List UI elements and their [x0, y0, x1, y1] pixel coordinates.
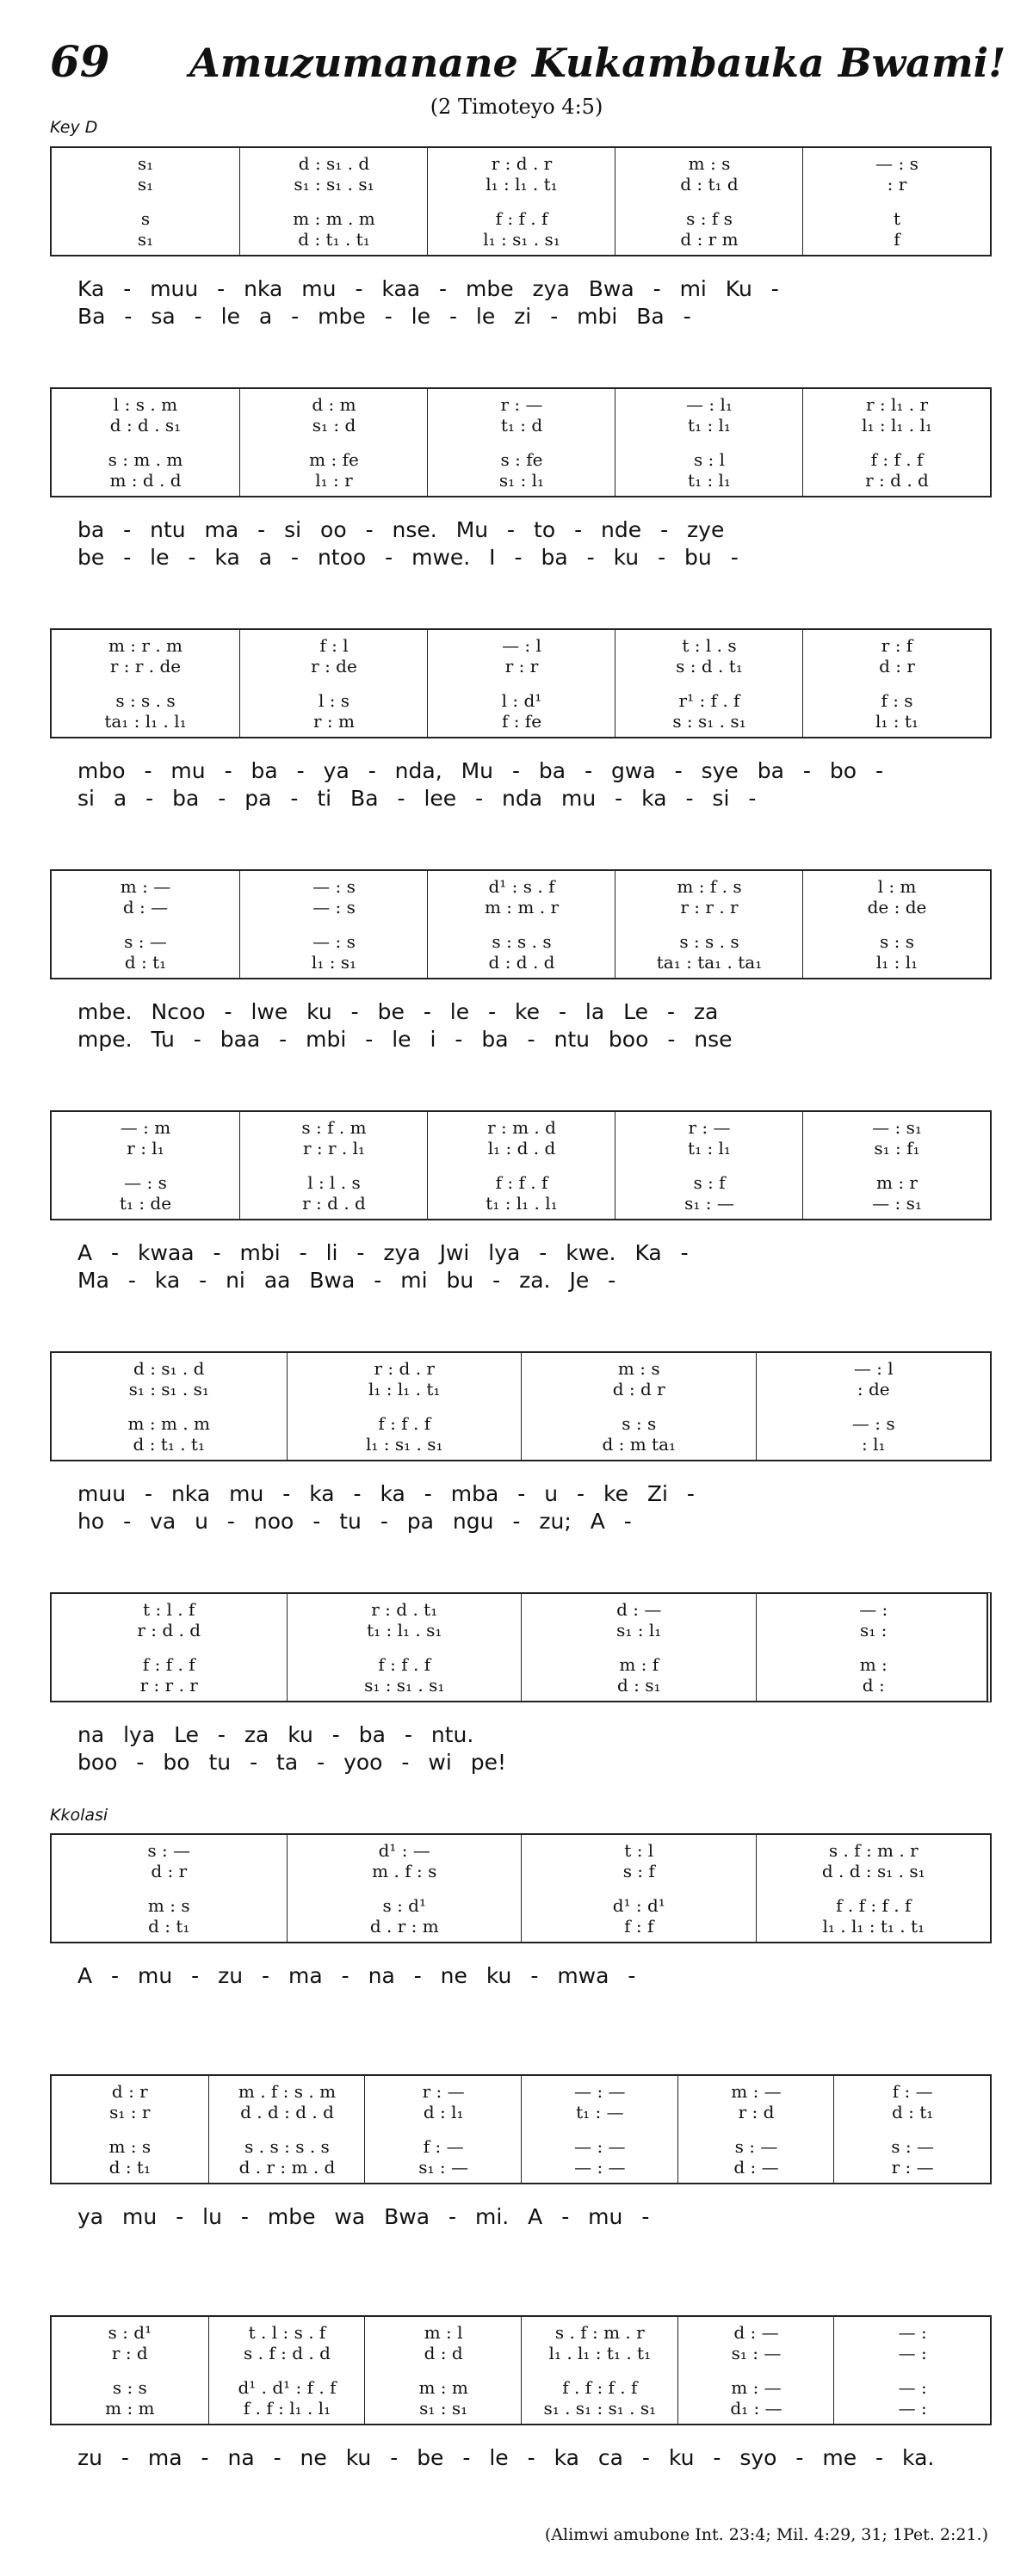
notation-row: d : t₁ d: [680, 174, 739, 195]
lyric-line: A - kwaa - mbi - li - zya Jwi lya - kwe. Ka -: [77, 1240, 689, 1265]
notation-row: — : l: [502, 635, 541, 656]
notation-row: s₁ : —: [731, 2343, 782, 2363]
scripture-reference: (2 Timoteyo 4:5): [430, 95, 603, 119]
notation-row: d : —: [733, 2322, 779, 2343]
notation-row: d¹ . d¹ : f . f: [238, 2377, 337, 2398]
notation-row: f : fe: [501, 711, 542, 732]
lyric-line: be - le - ka a - ntoo - mwe. I - ba - ku - bu -: [77, 545, 739, 570]
notation-row: f : f . f: [378, 1654, 431, 1675]
measure: [802, 630, 991, 737]
score-system: [50, 2074, 992, 2184]
notation-row: ta₁ : l₁ . l₁: [104, 711, 187, 732]
notation-row: f : —: [892, 2081, 933, 2102]
notation-row: — : s₁: [872, 1117, 922, 1138]
lyric-line: A - mu - zu - ma - na - ne ku - mwa -: [77, 1963, 636, 1988]
notation-row: s₁ : s₁ . s₁: [128, 1379, 209, 1399]
notation-row: l₁ : s₁: [311, 952, 357, 973]
score-system: [50, 1833, 992, 1943]
notation-row: r : d: [738, 2102, 775, 2122]
notation-row: r : r . r: [680, 897, 739, 917]
measure: [52, 630, 239, 737]
notation-row: m . f : s . m: [238, 2081, 337, 2102]
notation-row: r : r . l₁: [302, 1138, 366, 1158]
notation-row: — : —: [574, 2136, 626, 2157]
notation-row: f . f : f . f: [836, 1895, 912, 1916]
notation-row: d : t₁: [108, 2157, 151, 2178]
notation-row: t₁ : l₁ . l₁: [486, 1193, 558, 1214]
notation-row: m : —: [731, 2377, 782, 2398]
notation-row: r : —: [422, 2081, 465, 2102]
notation-row: d : t₁: [148, 1916, 190, 1937]
notation-row: l₁ : l₁ . l₁: [862, 415, 932, 436]
notation-row: m : l: [424, 2322, 463, 2343]
notation-row: s₁ : s₁ . s₁: [294, 174, 374, 195]
notation-row: d : t₁: [124, 952, 167, 973]
measure: [52, 1353, 287, 1460]
notation-row: m : d . d: [109, 470, 182, 491]
notation-row: t : l . f: [143, 1599, 195, 1620]
notation-row: s₁ :: [860, 1620, 888, 1640]
notation-row: ta₁ : ta₁ . ta₁: [656, 952, 763, 973]
chorus-label: Kkolasi: [50, 1806, 108, 1825]
notation-row: s : —: [124, 931, 167, 952]
measure: [833, 2317, 991, 2424]
notation-row: s : s . s: [115, 690, 176, 711]
notation-row: s : —: [734, 2136, 778, 2157]
notation-row: s₁: [137, 229, 154, 250]
notation-row: t₁ : de: [119, 1193, 172, 1214]
notation-row: s : s₁ . s₁: [672, 711, 746, 732]
notation-row: d : d: [424, 2343, 463, 2363]
measure: [52, 148, 239, 255]
notation-row: — :: [898, 2377, 927, 2398]
notation-row: f . f : l₁ . l₁: [243, 2398, 331, 2418]
notation-row: r : —: [891, 2157, 934, 2178]
notation-row: r : d . t₁: [371, 1599, 438, 1620]
notation-row: l : d¹: [501, 690, 542, 711]
notation-row: d . d : d . d: [240, 2102, 334, 2122]
notation-row: m : m . r: [484, 897, 559, 917]
score-system: [50, 1592, 992, 1702]
measure: [52, 1835, 287, 1942]
score-system: [50, 146, 992, 256]
notation-row: s₁ : l₁: [498, 470, 545, 491]
notation-row: — : s: [312, 931, 356, 952]
notation-row: m : f . s: [677, 876, 742, 897]
measure: [427, 1112, 615, 1219]
notation-row: t₁ : l₁ . s₁: [367, 1620, 442, 1640]
notation-row: d : —: [733, 2157, 779, 2178]
notation-row: r : d . r: [491, 153, 553, 174]
notation-row: — : s: [312, 876, 356, 897]
notation-row: s : s: [880, 931, 914, 952]
notation-row: t: [893, 208, 901, 229]
notation-row: — : s: [875, 153, 919, 174]
notation-row: s₁: [137, 153, 154, 174]
score-system: [50, 1351, 992, 1461]
notation-row: s : d¹: [382, 1895, 427, 1916]
notation-row: — : —: [574, 2081, 626, 2102]
notation-row: l₁ : r: [315, 470, 353, 491]
measure: [52, 1594, 287, 1701]
notation-row: s₁ : f₁: [874, 1138, 920, 1158]
notation-row: l : l . s: [307, 1172, 361, 1193]
measure: [802, 1112, 991, 1219]
score-system: [50, 869, 992, 979]
notation-row: l₁ : t₁: [875, 711, 919, 732]
notation-row: l : s: [318, 690, 350, 711]
hymn-number: 69: [50, 36, 110, 87]
notation-row: r : l₁: [127, 1138, 164, 1158]
notation-row: m : m . m: [127, 1413, 210, 1434]
notation-row: — :: [898, 2398, 927, 2418]
notation-row: d¹ : s . f: [488, 876, 555, 897]
notation-row: — : s: [851, 1413, 895, 1434]
notation-row: s : —: [147, 1840, 191, 1861]
notation-row: s . f : m . r: [554, 2322, 645, 2343]
notation-row: r : f: [881, 635, 913, 656]
measure: [239, 871, 428, 978]
notation-row: s : f: [622, 1861, 655, 1881]
notation-row: — :: [859, 1599, 888, 1620]
notation-row: l : s . m: [113, 394, 178, 415]
notation-row: t₁ : —: [576, 2102, 624, 2122]
notation-row: d : —: [122, 897, 169, 917]
lyric-line: mpe. Tu - baa - mbi - le i - ba - ntu boo - nse: [77, 1027, 733, 1052]
measure: [615, 389, 803, 496]
notation-row: r : d . d: [137, 1620, 201, 1640]
notation-row: de : de: [867, 897, 927, 917]
notation-row: r : d: [111, 2343, 148, 2363]
notation-row: m :: [859, 1654, 888, 1675]
notation-row: m : s: [108, 2136, 152, 2157]
notation-row: s . s : s . s: [244, 2136, 330, 2157]
notation-row: l₁ : l₁ . t₁: [368, 1379, 441, 1399]
notation-row: d : m ta₁: [602, 1434, 677, 1455]
notation-row: l₁ : s₁ . s₁: [365, 1434, 443, 1455]
measure: [615, 871, 803, 978]
notation-row: m : s: [147, 1895, 190, 1916]
measure: [208, 2317, 366, 2424]
notation-row: t₁ : l₁: [688, 415, 731, 436]
measure: [615, 1112, 803, 1219]
measure: [239, 389, 428, 496]
notation-row: — :: [898, 2322, 927, 2343]
notation-row: s₁ : l₁: [616, 1620, 662, 1640]
notation-row: f : f: [624, 1916, 654, 1937]
measure: [287, 1835, 523, 1942]
measure: [677, 2076, 835, 2183]
notation-row: t₁ : l₁: [688, 1138, 731, 1158]
notation-row: m : —: [120, 876, 171, 897]
notation-row: r : r: [504, 656, 539, 676]
measure: [521, 1835, 757, 1942]
notation-row: t₁ : l₁: [688, 470, 731, 491]
notation-row: — : l: [853, 1358, 894, 1379]
notation-row: s₁ : r: [109, 2102, 151, 2122]
measure: [52, 871, 239, 978]
notation-row: — : s₁: [872, 1193, 922, 1214]
footnote: (Alimwi amubone Int. 23:4; Mil. 4:29, 31; 1Pet. 2:21.): [544, 2525, 988, 2544]
lyric-line: zu - ma - na - ne ku - be - le - ka ca - ku - syo - me - ka.: [77, 2445, 935, 2470]
notation-row: d : r: [111, 2081, 148, 2102]
notation-row: l₁ : s₁ . s₁: [483, 229, 560, 250]
notation-row: r : d . d: [302, 1193, 366, 1214]
notation-row: d : d . s₁: [109, 415, 182, 436]
notation-row: f . f : f . f: [562, 2377, 638, 2398]
notation-row: s . f : d . d: [244, 2343, 331, 2363]
measure: [615, 148, 803, 255]
notation-row: r : r . de: [109, 656, 182, 676]
notation-row: f : —: [423, 2136, 464, 2157]
lyric-line: si a - ba - pa - ti Ba - lee - nda mu - ka - si -: [77, 786, 757, 811]
notation-row: r¹ : f . f: [678, 690, 740, 711]
notation-row: : de: [857, 1379, 890, 1399]
notation-row: r : —: [688, 1117, 731, 1138]
notation-row: s: [140, 208, 151, 229]
notation-row: s : d¹: [108, 2322, 152, 2343]
measure: [756, 1594, 992, 1701]
notation-row: d : d . d: [488, 952, 555, 973]
measure: [364, 2317, 522, 2424]
notation-row: s : s . s: [492, 931, 552, 952]
measure: [802, 871, 991, 978]
lyric-line: ho - va u - noo - tu - pa ngu - zu; A -: [77, 1509, 632, 1534]
notation-row: s : s: [622, 1413, 657, 1434]
notation-row: s : f s: [686, 208, 733, 229]
score-system: [50, 2315, 992, 2425]
measure: [239, 630, 428, 737]
notation-row: t : l: [624, 1840, 654, 1861]
notation-row: d₁ : —: [730, 2398, 782, 2418]
notation-row: d : r: [151, 1861, 188, 1881]
measure: [427, 630, 615, 737]
notation-row: s : m . m: [108, 449, 183, 470]
notation-row: m : m: [418, 2377, 468, 2398]
measure: [756, 1835, 992, 1942]
lyric-line: ya mu - lu - mbe wa Bwa - mi. A - mu -: [77, 2204, 650, 2229]
notation-row: s : s: [112, 2377, 147, 2398]
notation-row: m : r: [876, 1172, 918, 1193]
measure: [52, 2317, 208, 2424]
notation-row: t . l : s . f: [248, 2322, 326, 2343]
measure: [521, 2317, 678, 2424]
measure: [52, 2076, 208, 2183]
notation-row: f : f . f: [378, 1413, 431, 1434]
notation-row: m : —: [731, 2081, 782, 2102]
notation-row: m : f: [619, 1654, 659, 1675]
notation-row: s₁ : s₁ . s₁: [364, 1675, 445, 1696]
notation-row: r : d . r: [374, 1358, 435, 1379]
notation-row: d . d : s₁ . s₁: [821, 1861, 925, 1881]
lyric-line: mbe. Ncoo - lwe ku - be - le - ke - la Le - za: [77, 999, 719, 1024]
score-system: [50, 628, 992, 738]
measure: [52, 1112, 239, 1219]
notation-row: l₁ . l₁ : t₁ . t₁: [822, 1916, 925, 1937]
measure: [239, 148, 428, 255]
notation-row: m . f : s: [372, 1861, 437, 1881]
lyric-line: boo - bo tu - ta - yoo - wi pe!: [77, 1750, 506, 1775]
notation-row: d : r: [879, 656, 915, 676]
measure: [52, 389, 239, 496]
notation-row: l₁ : l₁ . t₁: [486, 174, 558, 195]
measure: [427, 389, 615, 496]
notation-row: t : l . s: [682, 635, 737, 656]
notation-row: d : —: [616, 1599, 662, 1620]
notation-row: — : —: [574, 2157, 626, 2178]
notation-row: m : m: [105, 2398, 155, 2418]
measure: [208, 2076, 366, 2183]
notation-row: s : —: [891, 2136, 935, 2157]
notation-row: d : l₁: [423, 2102, 464, 2122]
notation-row: l₁ . l₁ : t₁ . t₁: [548, 2343, 652, 2363]
notation-row: s : l: [693, 449, 726, 470]
notation-row: s : f: [693, 1172, 726, 1193]
notation-row: — : m: [120, 1117, 171, 1138]
notation-row: r : de: [311, 656, 357, 676]
key-signature: Key D: [50, 118, 98, 137]
notation-row: f : f . f: [870, 449, 924, 470]
notation-row: m : s: [617, 1358, 660, 1379]
notation-row: d : r m: [680, 229, 739, 250]
measure: [287, 1353, 523, 1460]
measure: [364, 2076, 522, 2183]
measure: [677, 2317, 835, 2424]
notation-row: f : f . f: [495, 208, 548, 229]
notation-row: s : s . s: [679, 931, 739, 952]
lyric-line: Ma - ka - ni aa Bwa - mi bu - za. Je -: [77, 1268, 616, 1293]
notation-row: r : —: [500, 394, 543, 415]
lyric-line: na lya Le - za ku - ba - ntu.: [77, 1722, 474, 1747]
lyric-line: Ba - sa - le a - mbe - le - le zi - mbi Ba -: [77, 304, 691, 329]
lyric-line: Ka - muu - nka mu - kaa - mbe zya Bwa - mi Ku -: [77, 276, 779, 301]
notation-row: s₁ : —: [684, 1193, 734, 1214]
notation-row: d : s₁ . d: [133, 1358, 205, 1379]
lyric-line: muu - nka mu - ka - ka - mba - u - ke Zi -: [77, 1481, 695, 1506]
notation-row: : l₁: [861, 1434, 886, 1455]
notation-row: m : r . m: [108, 635, 182, 656]
notation-row: s : f . m: [301, 1117, 367, 1138]
notation-row: d : m: [312, 394, 356, 415]
notation-row: s₁ : s₁: [419, 2398, 468, 2418]
notation-row: d : t₁ . t₁: [298, 229, 370, 250]
notation-row: — :: [898, 2343, 927, 2363]
notation-row: d :: [862, 1675, 885, 1696]
measure: [521, 1594, 757, 1701]
measure: [427, 148, 615, 255]
notation-row: f : l: [319, 635, 349, 656]
measure: [239, 1112, 428, 1219]
measure: [521, 2076, 678, 2183]
notation-row: — : s: [124, 1172, 167, 1193]
notation-row: — : l₁: [686, 394, 733, 415]
notation-row: f : f . f: [142, 1654, 195, 1675]
notation-row: r : m . d: [487, 1117, 556, 1138]
lyric-line: mbo - mu - ba - ya - nda, Mu - ba - gwa - sye ba - bo -: [77, 758, 883, 783]
notation-row: d : s₁: [616, 1675, 661, 1696]
score-system: [50, 387, 992, 497]
notation-row: s : d . t₁: [676, 656, 743, 676]
notation-row: d : s₁ . d: [298, 153, 370, 174]
notation-row: s₁ . s₁ : s₁ . s₁: [543, 2398, 657, 2418]
notation-row: d : t₁: [892, 2102, 934, 2122]
measure: [427, 871, 615, 978]
notation-row: s₁: [137, 174, 154, 195]
notation-row: : r: [887, 174, 907, 195]
lyric-line: ba - ntu ma - si oo - nse. Mu - to - nde - zye: [77, 517, 725, 542]
notation-row: d¹ : —: [378, 1840, 430, 1861]
measure: [615, 630, 803, 737]
notation-row: s : fe: [500, 449, 543, 470]
notation-row: s₁ : d: [312, 415, 356, 436]
notation-row: d¹ : d¹: [612, 1895, 665, 1916]
notation-row: t₁ : d: [500, 415, 543, 436]
measure: [756, 1353, 992, 1460]
notation-row: d . r : m: [369, 1916, 439, 1937]
measure: [802, 148, 991, 255]
measure: [833, 2076, 991, 2183]
notation-row: d . r : m . d: [238, 2157, 336, 2178]
measure: [802, 389, 991, 496]
notation-row: s₁ : —: [418, 2157, 469, 2178]
notation-row: l : m: [877, 876, 917, 897]
notation-row: m : s: [688, 153, 731, 174]
measure: [287, 1594, 523, 1701]
score-system: [50, 1110, 992, 1220]
notation-row: m : fe: [309, 449, 359, 470]
notation-row: f : s: [881, 690, 913, 711]
notation-row: r : d . d: [865, 470, 929, 491]
notation-row: d : t₁ . t₁: [133, 1434, 205, 1455]
hymn-title: Amuzumanane Kukambauka Bwami!: [189, 40, 1006, 86]
notation-row: f: [894, 229, 900, 250]
measure: [521, 1353, 757, 1460]
notation-row: r : l₁ . r: [865, 394, 929, 415]
notation-row: l₁ : d . d: [487, 1138, 556, 1158]
notation-row: r : r . r: [139, 1675, 198, 1696]
notation-row: l₁ : l₁: [875, 952, 919, 973]
notation-row: s . f : m . r: [828, 1840, 919, 1861]
notation-row: m : m . m: [293, 208, 375, 229]
notation-row: f : f . f: [495, 1172, 548, 1193]
notation-row: — : s: [312, 897, 356, 917]
notation-row: r : m: [313, 711, 355, 732]
notation-row: d : d r: [612, 1379, 665, 1399]
